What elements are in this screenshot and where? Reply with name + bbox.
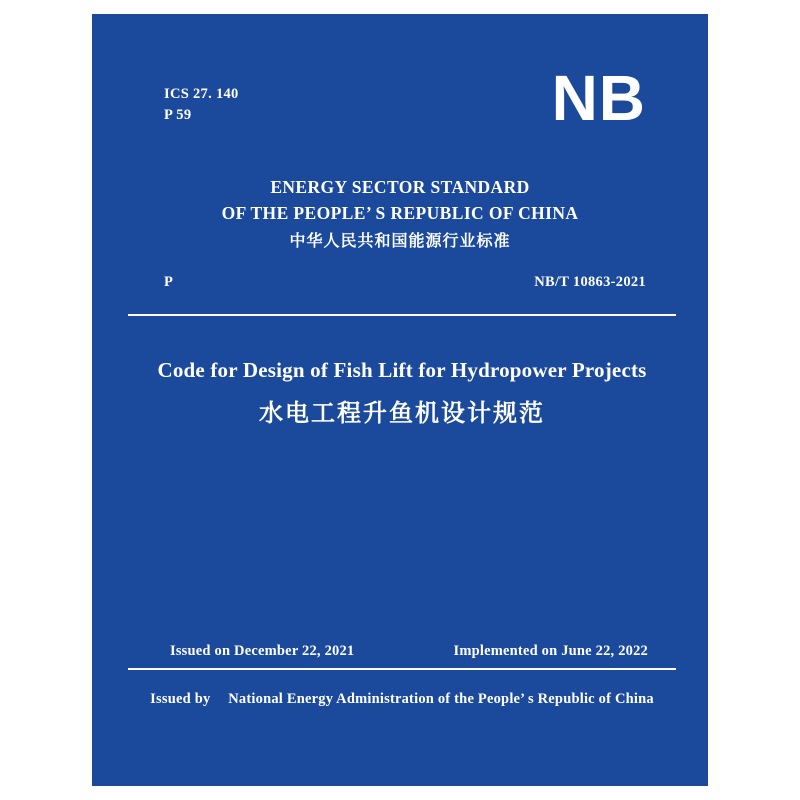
classification-code: P 59: [164, 107, 192, 123]
divider-bottom: [128, 668, 676, 670]
title-cn: 水电工程升鱼机设计规范: [259, 399, 545, 427]
issued-by-org: National Energy Administration of the People’ s Republic of China: [228, 691, 654, 707]
title-en: Code for Design of Fish Lift for Hydropower Projects: [157, 358, 647, 382]
standard-name-en-line2: OF THE PEOPLE’ S REPUBLIC OF CHINA: [221, 203, 579, 223]
nb-logo: NB: [551, 62, 646, 134]
implemented-date: Implemented on June 22, 2022: [453, 643, 648, 659]
issued-by-label: Issued by: [150, 691, 211, 707]
issued-by-row: [128, 691, 676, 708]
standard-name-en-line1: ENERGY SECTOR STANDARD: [270, 177, 530, 197]
ics-classification-block: [164, 84, 239, 126]
ics-number: ICS 27. 140: [164, 86, 239, 102]
standard-cover: [92, 14, 708, 786]
title-block: [132, 354, 672, 430]
code-row: [164, 274, 646, 291]
standard-name-block: [92, 174, 708, 256]
category-letter: P: [164, 274, 174, 290]
standard-number: NB/T 10863-2021: [534, 274, 646, 290]
divider-top: [128, 314, 676, 316]
standard-name-cn: 中华人民共和国能源行业标准: [289, 231, 511, 250]
issued-date: Issued on December 22, 2021: [170, 643, 355, 659]
dates-row: [170, 643, 648, 660]
